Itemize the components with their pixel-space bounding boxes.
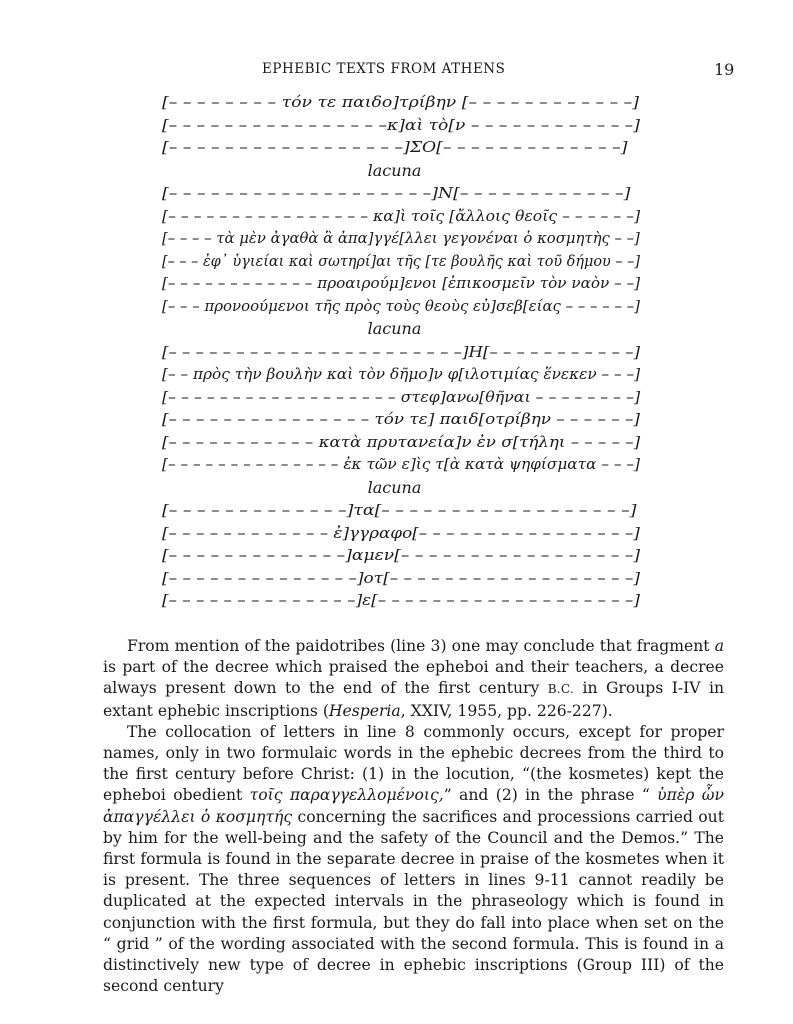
line-text: [– – – – – – – – – – – – – – – τόν τε] παιδ[οτρίβην – – – – – –]: [162, 410, 640, 428]
inscription-line: [0, 92, 641, 112]
running-head: EPHEBIC TEXTS FROM ATHENS: [262, 61, 506, 77]
line-text: [– – – – – – – – – – – – – – ἐκ τῶν ε]ὶς τ[ὰ κατὰ ψηφίσματα – – –]: [162, 455, 641, 473]
page-number: 19: [714, 60, 735, 79]
inscription-line: [0, 273, 641, 293]
line-text: [– – – – – – – – – – – – – – – – – – στεφ]ανω[θῆναι – – – – – – – –]: [162, 387, 641, 406]
inscription-line: [0, 228, 641, 248]
lacuna-label: lacuna: [367, 477, 422, 497]
line-text: [– – – – – – – – – – – – –]αμεν[– – – – – – – – – – – – – – – – –]: [162, 546, 641, 564]
inscription-line: [0, 590, 641, 610]
line-text: [– – – – – – – – – – – – – – – – –]ΣΟ[– – – – – – – – – – – – –]: [162, 138, 628, 156]
line-text: [– – – – – – – – – – – – – – – – – – – – – –]Η[– – – – – – – – – – –]: [162, 342, 641, 361]
line-text: [– – – προνοούμενοι τῆς πρὸς τοὺς θεοὺς εὐ]σεβ[είας – – – – – –]: [162, 296, 640, 315]
line-text: [– – – ἐφ᾽ ὑγιείαι καὶ σωτηρί]αι τῆς [τε βουλῆς καὶ τοῦ δήμου – –]: [162, 251, 640, 270]
line-text: [– – – – – – – – – – – – ἐ]γγραφο[– – – – – – – – – – – – – – – –]: [162, 523, 640, 542]
line-text: [– – – – τὰ μὲν ἀγαθὰ ἃ ἀπα]γγέ[λλει γεγονέναι ὁ κοσμητὴς – –]: [162, 229, 640, 247]
lacuna-label: lacuna: [367, 160, 422, 180]
inscription-line: [0, 183, 641, 203]
line-text: [– – – – – – – – – – – – – – – – κα]ὶ τοῖς [ἄλλοις θεοῖς – – – – – –]: [162, 206, 641, 225]
inscription-line: [0, 545, 641, 565]
line-text: [– – – – – – – – – – – – –]τα[– – – – – – – – – – – – – – – – – –]: [162, 501, 637, 519]
inscription-line: [0, 206, 641, 226]
lacuna-label: lacuna: [367, 319, 422, 338]
inscription-line: [0, 523, 641, 543]
inscription-line: [0, 342, 641, 362]
inscription-line: [0, 364, 641, 384]
inscription-line: [0, 137, 641, 157]
inscription-line: [0, 387, 641, 407]
inscription-line: [0, 432, 641, 452]
paragraph: From mention of the paidotribes (line 3) one may conclude that fragment a is part of the decree which praised the epheboi and their teachers, a decree always present down to the end of the first century B.C. in Groups I-IV in extant ephebic inscriptions (Hesperia, XXIV, 1955, pp. 226-227).: [103, 637, 724, 720]
inscription-line: [0, 409, 641, 429]
inscription-line: [0, 115, 641, 135]
inscription-line: [0, 454, 641, 474]
line-text: [– – – – – – – – – – – – – – – –κ]αὶ τὸ[ν – – – – – – – – – – – –]: [162, 115, 640, 134]
inscription-line: [0, 568, 641, 588]
line-text: [– – πρὸς τὴν βουλὴν καὶ τὸν δῆμο]ν φ[ιλοτιμίας ἕνεκεν – – –]: [162, 365, 641, 383]
inscription-line: [0, 500, 641, 520]
line-text: [– – – – – – – – – – – – – –]ε[– – – – – – – – – – – – – – – – – – –]: [162, 591, 640, 609]
inscription-line: [0, 296, 641, 316]
line-text: [– – – – – – – – – – – – προαιρούμ]ενοι [ἐπικοσμεῖν τὸν ναὸν – –]: [162, 274, 641, 292]
line-text: [– – – – – – – – – – – – – – – – – – –]Ν[– – – – – – – – – – – –]: [162, 184, 631, 202]
line-text: [– – – – – – – – τόν τε παιδο]τρίβην [– – – – – – – – – – – –]: [162, 93, 640, 111]
line-text: [– – – – – – – – – – – – – –]οτ[– – – – – – – – – – – – – – – – – –]: [162, 568, 641, 587]
line-text: [– – – – – – – – – – – κατὰ πρυτανεία]ν ἐν σ[τήληι – – – – –]: [162, 432, 641, 451]
commentary-text: [103, 636, 724, 997]
inscription-line: [0, 251, 641, 271]
paragraph: The collocation of letters in line 8 commonly occurs, except for proper names, only in two formulaic words in the ephebic decrees from the third to the first century before Christ: (1) in the locution, “(the kosmetes) kept the epheboi obedient τοῖς παραγγελλομένοις,” and (2) in the phrase “ ὑπὲρ ὧν ἀπαγγέλλει ὁ κοσμητής concerning the sacrifices and processions carried out by him for the well-being and the safety of the Council and the Demos.” The first formula is found in the separate decree in praise of the kosmetes when it is present. The three sequences of letters in lines 9-11 cannot readily be duplicated at the expected intervals in the phraseology which is found in conjunction with the first formula, but they do fall into place when set on the “ grid ” of the wording associated with the second formula. This is found in a distinctively new type of decree in ephebic inscriptions (Group III) of the second century: [103, 722, 724, 996]
